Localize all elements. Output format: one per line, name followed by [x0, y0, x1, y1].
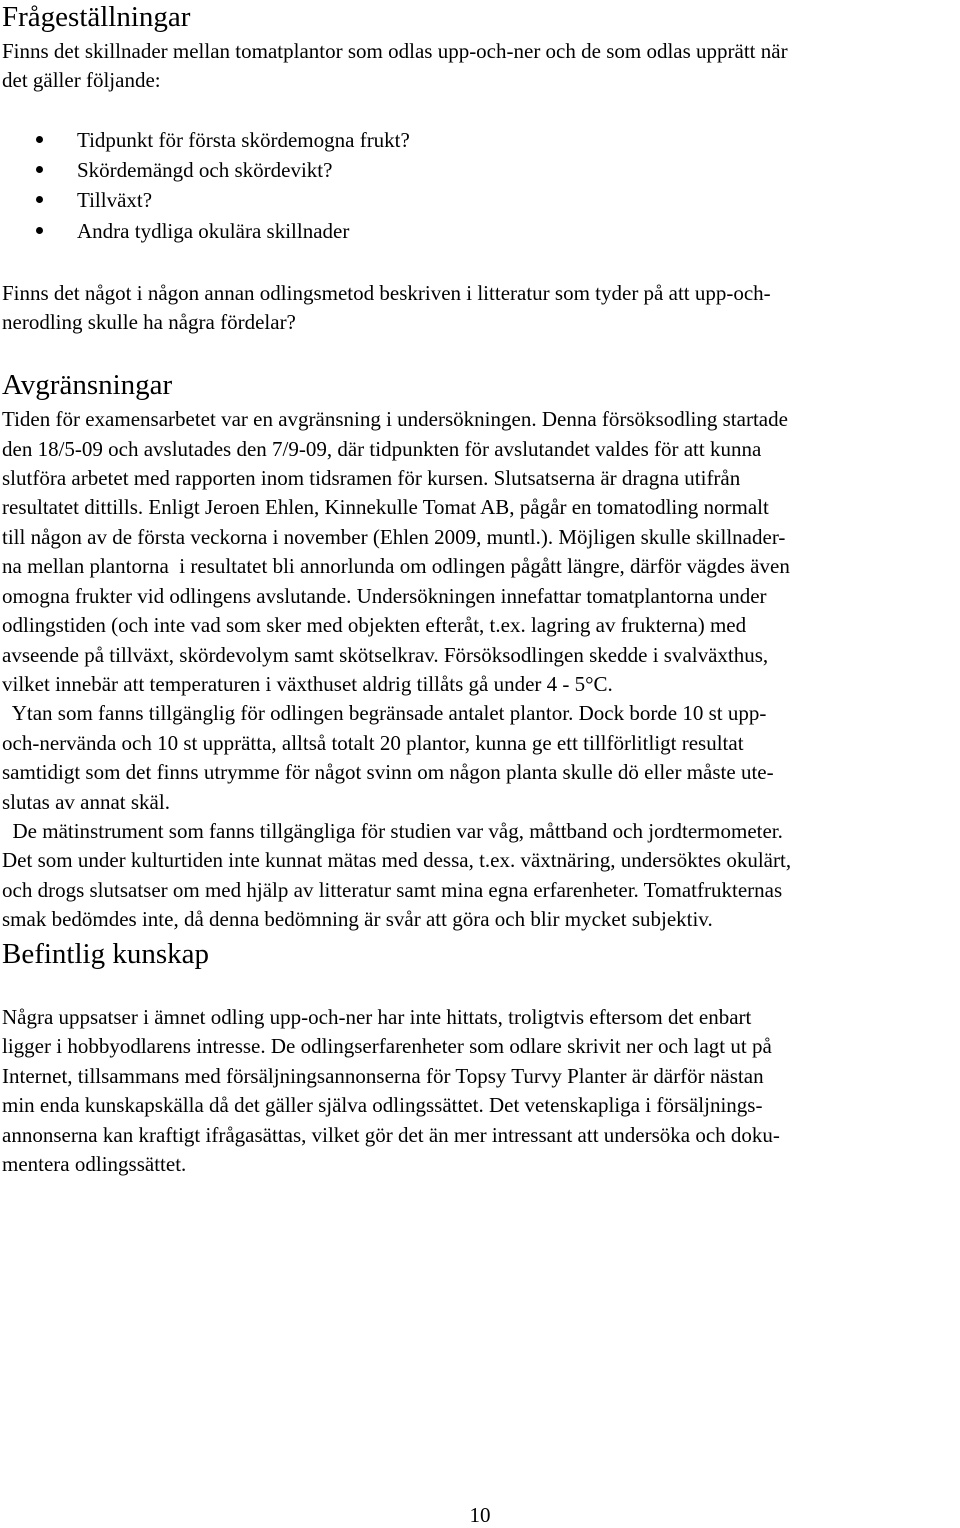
bullet-text: Tillväxt? — [77, 188, 153, 212]
paragraph-line: vilket innebär att temperaturen i växthuset aldrig tillåts gå under 4 - 5°C. — [2, 672, 613, 696]
bullet-icon — [36, 227, 43, 234]
page-number: 10 — [469, 1503, 491, 1527]
paragraph-line: Finns det skillnader mellan tomatplantor som odlas upp-och-ner och de som odlas upprätt när — [2, 39, 788, 63]
paragraph-line: och-nervända och 10 st upprätta, alltså totalt 20 plantor, kunna ge ett tillförlitligt resultat — [2, 731, 744, 755]
bullet-icon — [36, 166, 43, 173]
paragraph-line: De mätinstrument som fanns tillgängliga för studien var våg, måttband och jordtermometer. — [2, 819, 783, 843]
paragraph-line: na mellan plantorna i resultatet bli annorlunda om odlingen pågått längre, därför vägdes även — [2, 554, 790, 578]
paragraph-line: mentera odlingssättet. — [2, 1152, 187, 1176]
paragraph-line: slutas av annat skäl. — [2, 790, 170, 814]
paragraph-line: till någon av de första veckorna i november (Ehlen 2009, muntl.). Möjligen skulle skillnader- — [2, 525, 786, 549]
paragraph-line: den 18/5-09 och avslutades den 7/9-09, där tidpunkten för avslutandet valdes för att kunna — [2, 437, 762, 461]
paragraph-line: avseende på tillväxt, skördevolym samt skötselkrav. Försöksodlingen skedde i svalväxthus, — [2, 643, 769, 667]
paragraph-line: slutföra arbetet med rapporten inom tidsramen för kursen. Slutsatserna är dragna utifrån — [2, 466, 741, 490]
paragraph-line: och drogs slutsatser om med hjälp av litteratur samt mina egna erfarenheter. Tomatfrukternas — [2, 878, 783, 902]
bullet-text: Tidpunkt för första skördemogna frukt? — [77, 128, 410, 152]
bullet-icon — [36, 136, 43, 143]
section-heading-befintlig-kunskap: Befintlig kunskap — [2, 938, 210, 970]
paragraph-line: Det som under kulturtiden inte kunnat mätas med dessa, t.ex. växtnäring, undersöktes okulärt, — [2, 848, 792, 872]
paragraph-line: omogna frukter vid odlingens avslutande. Undersökningen innefattar tomatplantorna under — [2, 584, 767, 608]
paragraph-line: min enda kunskapskälla då det gäller själva odlingssättet. Det vetenskapliga i försäljnings- — [2, 1093, 763, 1117]
bullet-icon — [36, 196, 43, 203]
bullet-text: Andra tydliga okulära skillnader — [77, 219, 350, 243]
section-heading-fragestallningar: Frågeställningar — [2, 1, 191, 33]
paragraph-line: smak bedömdes inte, då denna bedömning är svår att göra och blir mycket subjektiv. — [2, 907, 713, 931]
paragraph-line: Ytan som fanns tillgänglig för odlingen begränsade antalet plantor. Dock borde 10 st upp- — [2, 701, 767, 725]
paragraph-line: Tiden för examensarbetet var en avgränsning i undersökningen. Denna försöksodling startade — [2, 407, 788, 431]
paragraph-line: annonserna kan kraftigt ifrågasättas, vilket gör det än mer intressant att undersöka och doku- — [2, 1123, 780, 1147]
paragraph-line: ligger i hobbyodlarens intresse. De odlingserfarenheter som odlare skrivit ner och lagt ut på — [2, 1034, 772, 1058]
bullet-text: Skördemängd och skördevikt? — [77, 158, 333, 182]
paragraph-line: resultatet dittills. Enligt Jeroen Ehlen, Kinnekulle Tomat AB, pågår en tomatodling normalt — [2, 495, 769, 519]
paragraph-line: Några uppsatser i ämnet odling upp-och-ner har inte hittats, troligtvis eftersom det enbart — [2, 1005, 752, 1029]
paragraph-line: nerodling skulle ha några fördelar? — [2, 310, 296, 334]
section-heading-avgransningar: Avgränsningar — [2, 369, 173, 401]
paragraph-line: Finns det något i någon annan odlingsmetod beskriven i litteratur som tyder på att upp-och- — [2, 281, 771, 305]
paragraph-line: det gäller följande: — [2, 68, 161, 92]
paragraph-line: samtidigt som det finns utrymme för något svinn om någon planta skulle dö eller måste ute- — [2, 760, 774, 784]
paragraph-line: odlingstiden (och inte vad som sker med objekten efteråt, t.ex. lagring av frukterna) med — [2, 613, 747, 637]
paragraph-line: Internet, tillsammans med försäljningsannonserna för Topsy Turvy Planter är därför nästan — [2, 1064, 764, 1088]
